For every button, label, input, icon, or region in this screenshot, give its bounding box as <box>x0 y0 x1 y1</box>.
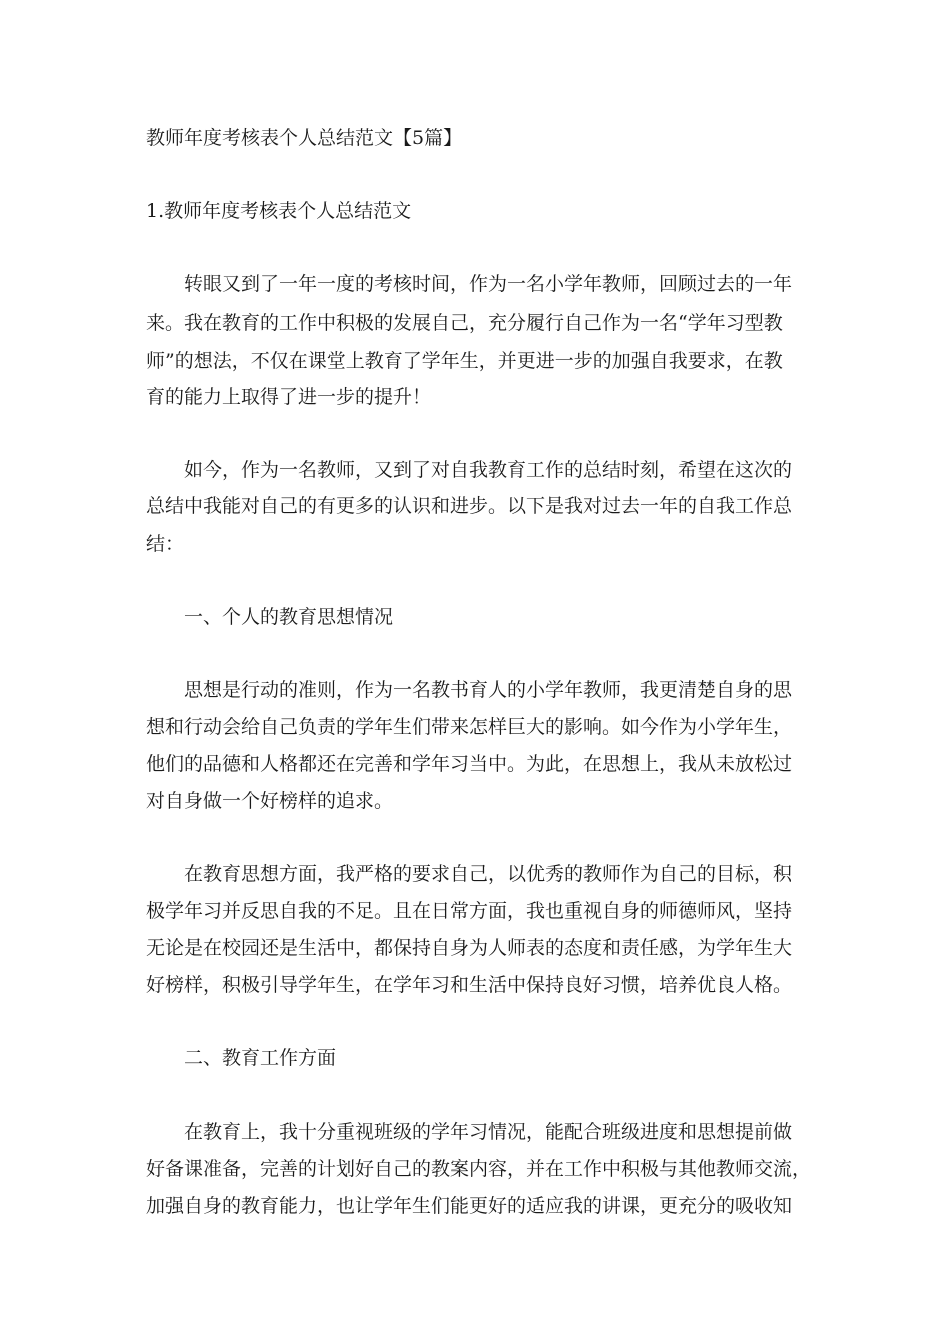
paragraph-3-line-1: 思想是行动的准则，作为一名教书育人的小学年教师，我更清楚自身的思 <box>184 679 793 701</box>
paragraph-2-line-2: 总结中我能对自己的有更多的认识和进步。以下是我对过去一年的自我工作总 <box>146 495 793 517</box>
subheading-2: 二、教育工作方面 <box>184 1047 337 1069</box>
paragraph-3-line-3: 他们的品德和人格都还在完善和学年习当中。为此，在思想上，我从未放松过 <box>146 753 793 775</box>
paragraph-5-line-2: 好备课准备，完善的计划好自己的教案内容，并在工作中积极与其他教师交流， <box>146 1158 812 1180</box>
paragraph-1-line-3: 师”的想法，不仅在课堂上教育了学年生，并更进一步的加强自我要求，在教 <box>146 350 783 372</box>
paragraph-3-line-2: 想和行动会给自己负责的学年生们带来怎样巨大的影响。如今作为小学年生， <box>146 716 793 738</box>
paragraph-5-line-3: 加强自身的教育能力，也让学年生们能更好的适应我的讲课，更充分的吸收知 <box>146 1195 793 1217</box>
paragraph-4-line-3: 无论是在校园还是生活中，都保持自身为人师表的态度和责任感，为学年生大 <box>146 937 793 959</box>
paragraph-4-line-2: 极学年习并反思自我的不足。且在日常方面，我也重视自身的师德师风，坚持 <box>146 900 793 922</box>
paragraph-3-line-4: 对自身做一个好榜样的追求。 <box>146 790 394 812</box>
document-title: 教师年度考核表个人总结范文【5篇】 <box>146 127 463 149</box>
paragraph-2-line-3: 结： <box>146 533 185 555</box>
subheading-1: 一、个人的教育思想情况 <box>184 606 394 628</box>
paragraph-4-line-1: 在教育思想方面，我严格的要求自己，以优秀的教师作为自己的目标，积 <box>184 863 793 885</box>
paragraph-4-line-4: 好榜样，积极引导学年生，在学年习和生活中保持良好习惯，培养优良人格。 <box>146 974 793 996</box>
paragraph-5-line-1: 在教育上，我十分重视班级的学年习情况，能配合班级进度和思想提前做 <box>184 1121 793 1143</box>
paragraph-2-line-1: 如今，作为一名教师，又到了对自我教育工作的总结时刻，希望在这次的 <box>184 459 793 481</box>
paragraph-1-line-1: 转眼又到了一年一度的考核时间，作为一名小学年教师，回顾过去的一年 <box>184 273 793 295</box>
paragraph-1-line-4: 育的能力上取得了进一步的提升！ <box>146 386 432 408</box>
paragraph-1-line-2: 来。我在教育的工作中积极的发展自己，充分履行自己作为一名“学年习型教 <box>146 312 783 334</box>
section-heading: 1.教师年度考核表个人总结范文 <box>146 200 412 222</box>
